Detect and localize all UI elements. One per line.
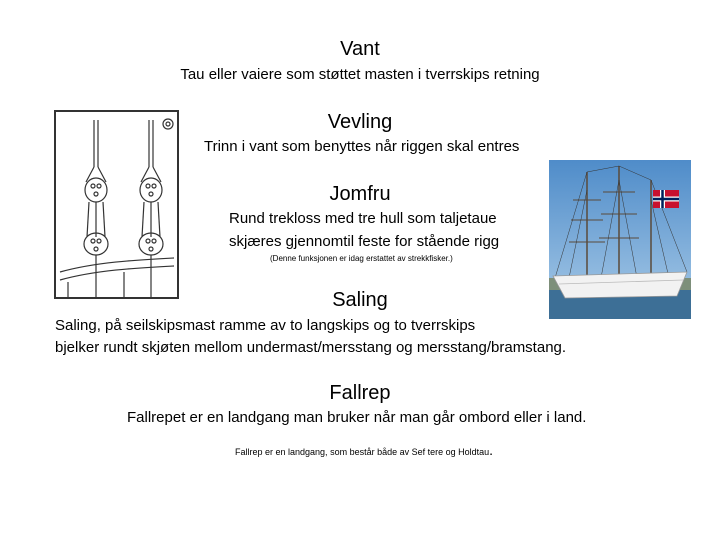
note-fallrep-period: . — [489, 442, 494, 458]
heading-vevling: Vevling — [327, 111, 393, 133]
note-fallrep-text: Fallrep er en landgang, som består både av Sef tere og Holdtau — [235, 447, 490, 457]
note-fallrep — [235, 442, 493, 458]
text-saling-line2: bjelker rundt skjøten mellom undermast/mersstang og mersstang/bramstang. — [55, 339, 567, 356]
text-jomfru-line1: Rund trekloss med tre hull som taljetaue — [229, 210, 497, 227]
text-saling-line1: Saling, på seilskipsmast ramme av to langskips og to tverrskips — [55, 317, 476, 334]
text-jomfru-line2: skjæres gjennomtil feste for stående rigg — [229, 233, 500, 250]
heading-vant: Vant — [340, 38, 380, 60]
heading-jomfru: Jomfru — [329, 183, 391, 205]
text-vevling: Trinn i vant som benyttes når riggen skal entres — [204, 138, 520, 155]
text-fallrep: Fallrepet er en landgang man bruker når man går ombord eller i land. — [127, 409, 587, 426]
text-vant: Tau eller vaiere som støttet masten i tverrskips retning — [180, 66, 540, 83]
heading-fallrep: Fallrep — [329, 382, 391, 404]
note-jomfru: (Denne funksjonen er idag erstattet av strekkfisker.) — [270, 254, 453, 263]
heading-saling: Saling — [332, 289, 388, 311]
